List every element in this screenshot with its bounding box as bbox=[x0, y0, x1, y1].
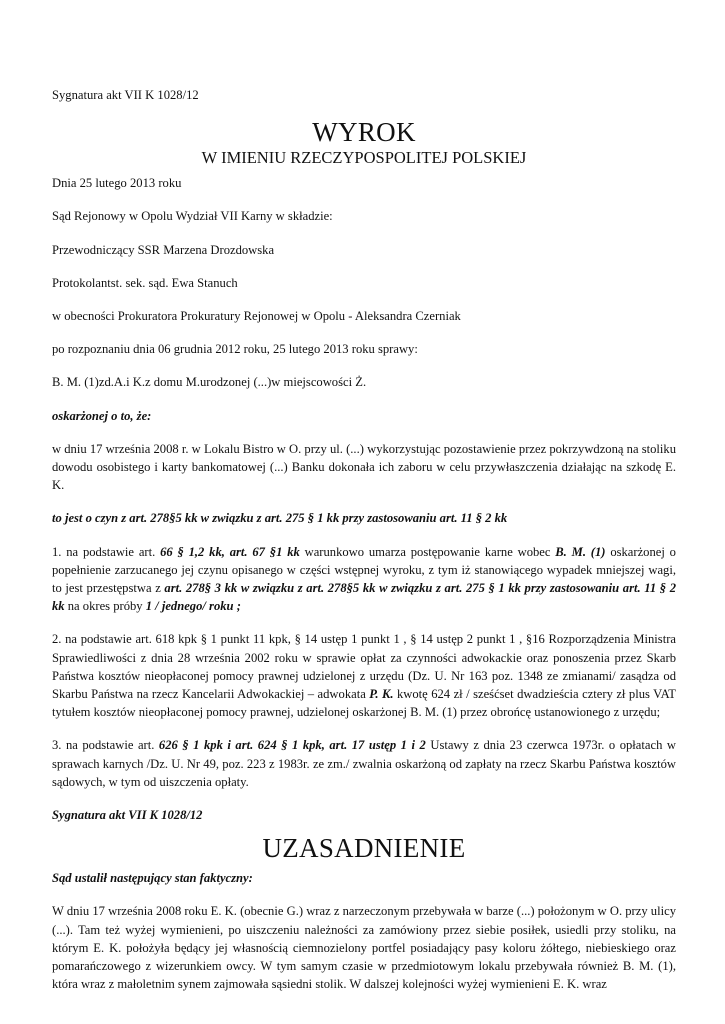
verdict-title: WYROK bbox=[312, 117, 416, 148]
point1-text-2: warunkowo umarza postępowanie karne wobec bbox=[299, 544, 556, 559]
point1-text-3: oskarżonej o popełnienie zarzucanego jej czynu opisanego w części wstępnej wyroku, z tym iż stanowiącego wypadek mniejszej wagi, to jest przestępstwa z bbox=[52, 544, 676, 596]
point2-text-1: 2. na podstawie art. 618 kpk § 1 punkt 11 kpk, § 14 ustęp 1 punkt 1 , § 14 ustęp 2 punkt 1 , §16 Rozporządzenia Ministra Sprawiedliwości z dnia 28 września 2002 roku w sprawie opłat za czynności adwokackie oraz ponoszenia przez Skarb Państwa kosztów nieopłaconej pomocy prawnej udzielonej z urzędu (Dz. U. Nr 163 poz. 1348 ze zmianami/ zasądza od Skarbu Państwa na rzecz Kancelarii Adwokackiej – adwokata bbox=[52, 632, 676, 702]
ruling-point-3 bbox=[52, 736, 676, 791]
point2-text-2: kwotę 624 zł / sześćset dwadzieścia cztery zł plus VAT tytułem kosztów nieopłaconej pomocy prawnej, udzielonej oskarżonej B. M. (1) przez obrońcę ustanowionego z urzędu; bbox=[52, 687, 676, 720]
facts-heading: Sąd ustalił następujący stan faktyczny: bbox=[52, 871, 253, 886]
point3-text-2: Ustawy z dnia 23 czerwca 1973r. o opłatach w sprawach karnych /Dz. U. Nr 49, poz. 223 z 1983r. ze zm./ zwalnia oskarżoną od zapłaty na rzecz Skarbu Państwa kosztów sądowych, w tym od uiszczenia opłaty. bbox=[52, 738, 676, 789]
point1-bold-3: art. 278§ 3 kk w związku z art. 278§5 kk w związku z art. 275 § 1 kk przy zastosowaniu art. 11 § 2 kk bbox=[52, 581, 676, 614]
court-line: Sąd Rejonowy w Opolu Wydział VII Karny w składzie: bbox=[52, 209, 333, 224]
prosecutor-line: w obecności Prokuratora Prokuratury Rejonowej w Opolu - Aleksandra Czerniak bbox=[52, 309, 461, 324]
clerk-line: Protokolantst. sek. sąd. Ewa Stanuch bbox=[52, 275, 238, 290]
chair-line: Przewodniczący SSR Marzena Drozdowska bbox=[52, 242, 275, 257]
point1-bold-1: 66 § 1,2 kk, art. 67 §1 kk bbox=[160, 544, 300, 559]
justification-title: UZASADNIENIE bbox=[262, 833, 466, 864]
defendant-line: B. M. (1)zd.A.i K.z domu M.urodzonej (...)w miejscowości Ż. bbox=[52, 375, 367, 390]
legal-qualification: to jest o czyn z art. 278§5 kk w związku z art. 275 § 1 kk przy zastosowaniu art. 11 § 2 kk bbox=[52, 511, 508, 526]
point3-text-1: 3. na podstawie art. bbox=[52, 738, 159, 753]
case-signature-bottom: Sygnatura akt VII K 1028/12 bbox=[52, 808, 203, 823]
ruling-point-2 bbox=[52, 630, 676, 721]
point1-bold-4: 1 / jednego/ roku ; bbox=[145, 599, 241, 614]
verdict-subtitle: W IMIENIU RZECZYPOSPOLITEJ POLSKIEJ bbox=[201, 148, 527, 168]
ruling-point-1 bbox=[52, 543, 676, 616]
point3-bold-1: 626 § 1 kpk i art. 624 § 1 kpk, art. 17 ustęp 1 i 2 bbox=[158, 738, 426, 753]
date-line: Dnia 25 lutego 2013 roku bbox=[52, 176, 182, 191]
hearing-line: po rozpoznaniu dnia 06 grudnia 2012 roku, 25 lutego 2013 roku sprawy: bbox=[52, 342, 418, 357]
point1-text-4: na okres próby bbox=[64, 599, 146, 614]
facts-text: W dniu 17 września 2008 roku E. K. (obecnie G.) wraz z narzeczonym przebywała w barze (...) położonym w O. przy ulicy (...). Tam też wyżej wymienieni, po uiszczeniu należności za zamówiony przez siebie posiłek, usiedli przy stoliku, na którym E. K. położyła będący jej własnością ciemnozielony portfel posiadający pasy koloru żółtego, niebieskiego oraz pomarańczowego z wizerunkiem owcy. W tym samym czasie w przedmiotowym lokalu przebywała również B. M. (1), która wraz z małoletnim synem zajmowała sąsiedni stolik. W dalszej kolejności wyżej wymienieni E. K. wraz bbox=[52, 904, 676, 992]
point1-text-1: 1. na podstawie art. bbox=[52, 544, 161, 559]
document-page bbox=[52, 86, 676, 994]
case-signature-top: Sygnatura akt VII K 1028/12 bbox=[52, 88, 199, 102]
charge-text: w dniu 17 września 2008 r. w Lokalu Bistro w O. przy ul. (...) wykorzystując pozostawienie przez pokrzywdzoną na stoliku dowodu osobistego i karty bankomatowej (...) Banku dokonała ich zaboru w celu przywłaszczenia działając na szkodę E. K. bbox=[52, 441, 676, 493]
point2-bold-1: P. K. bbox=[369, 687, 394, 702]
point1-bold-2: B. M. (1) bbox=[555, 544, 606, 559]
accused-heading: oskarżonej o to, że: bbox=[52, 408, 152, 423]
